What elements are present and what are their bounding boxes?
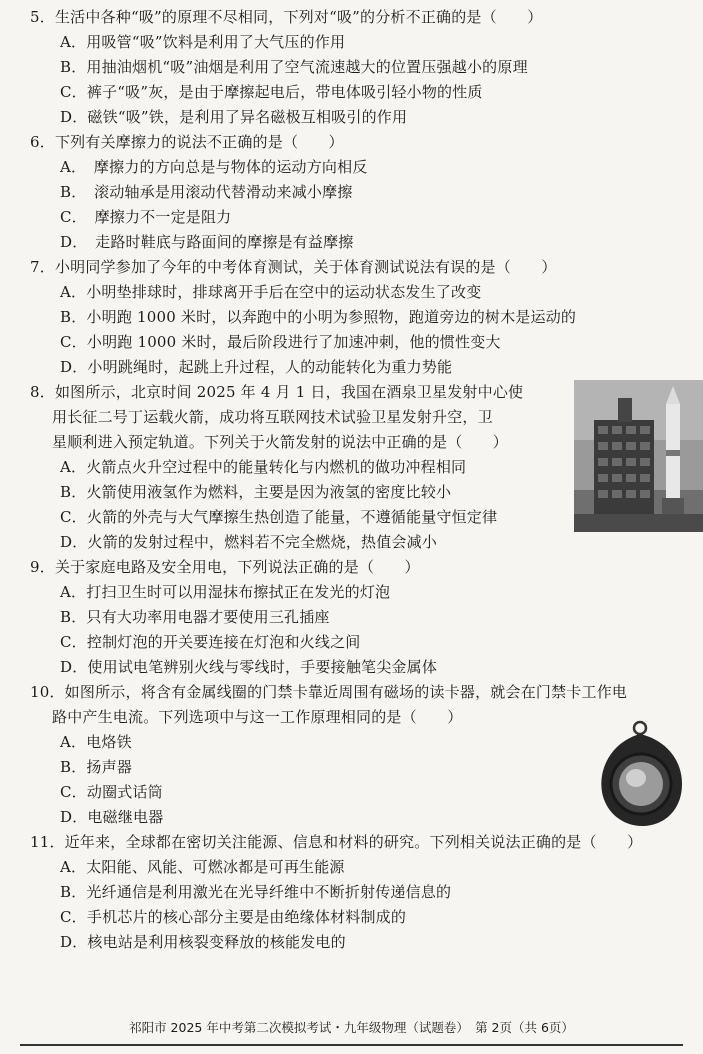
option-d: D．电磁继电器 <box>60 808 164 826</box>
question-stem: 星顺利进入预定轨道。下列关于火箭发射的说法中正确的是（ ） <box>52 433 509 451</box>
option-c: C．控制灯泡的开关要连接在灯泡和火线之间 <box>60 633 361 651</box>
option-c: C．动圈式话筒 <box>60 783 163 801</box>
option-a: A．小明垫排球时，排球离开手后在空中的运动状态发生了改变 <box>60 283 482 301</box>
option-d: D． 走路时鞋底与路面间的摩擦是有益摩擦 <box>60 233 354 251</box>
question-stem: 10．如图所示，将含有金属线圈的门禁卡靠近周围有磁场的读卡器，就会在门禁卡工作电 <box>30 683 628 701</box>
option-d: D．核电站是利用核裂变释放的核能发电的 <box>60 933 346 951</box>
option-a: A．太阳能、风能、可燃冰都是可再生能源 <box>60 858 345 876</box>
question-stem: 9．关于家庭电路及安全用电，下列说法正确的是（ ） <box>30 558 420 576</box>
option-a: A．火箭点火升空过程中的能量转化与内燃机的做功冲程相同 <box>60 458 467 476</box>
option-b: B． 滚动轴承是用滚动代替滑动来减小摩擦 <box>60 183 353 201</box>
option-a: A．电烙铁 <box>60 733 132 751</box>
option-b: B．只有大功率用电器才要使用三孔插座 <box>60 608 330 626</box>
question-stem: 6．下列有关摩擦力的说法不正确的是（ ） <box>30 133 344 151</box>
option-b: B．扬声器 <box>60 758 133 776</box>
rocket-launch-photo <box>574 380 703 532</box>
option-c: C．火箭的外壳与大气摩擦生热创造了能量，不遵循能量守恒定律 <box>60 508 498 526</box>
question-stem: 5．生活中各种“吸”的原理不尽相同，下列对“吸”的分析不正确的是（ ） <box>30 8 543 26</box>
option-b: B．火箭使用液氢作为燃料，主要是因为液氢的密度比较小 <box>60 483 452 501</box>
option-a: A． 摩擦力的方向总是与物体的运动方向相反 <box>60 158 368 176</box>
access-card-photo <box>592 718 688 828</box>
option-c: C． 摩擦力不一定是阻力 <box>60 208 232 226</box>
option-c: C．裤子“吸”灰，是由于摩擦起电后，带电体吸引轻小物的性质 <box>60 83 483 101</box>
question-stem: 路中产生电流。下列选项中与这一工作原理相同的是（ ） <box>52 708 463 726</box>
option-c: C．小明跑 1000 米时，最后阶段进行了加速冲刺，他的惯性变大 <box>60 333 501 351</box>
question-stem: 8．如图所示，北京时间 2025 年 4 月 1 日，我国在酒泉卫星发射中心使 <box>30 383 524 401</box>
question-stem: 11．近年来，全球都在密切关注能源、信息和材料的研究。下列相关说法正确的是（ ） <box>30 833 643 851</box>
option-b: B．小明跑 1000 米时，以奔跑中的小明为参照物，跑道旁边的树木是运动的 <box>60 308 577 326</box>
option-c: C．手机芯片的核心部分主要是由绝缘体材料制成的 <box>60 908 407 926</box>
bottom-divider <box>20 1044 683 1046</box>
option-d: D．磁铁“吸”铁，是利用了异名磁极互相吸引的作用 <box>60 108 408 126</box>
option-a: A．打扫卫生时可以用湿抹布擦拭正在发光的灯泡 <box>60 583 391 601</box>
page-footer: 祁阳市 2025 年中考第二次模拟考试・九年级物理（试题卷） 第 2页（共 6页） <box>129 1020 574 1035</box>
option-b: B．用抽油烟机“吸”油烟是利用了空气流速越大的位置压强越小的原理 <box>60 58 528 76</box>
question-stem: 7．小明同学参加了今年的中考体育测试，关于体育测试说法有误的是（ ） <box>30 258 557 276</box>
option-a: A．用吸管“吸”饮料是利用了大气压的作用 <box>60 33 346 51</box>
option-d: D．火箭的发射过程中，燃料若不完全燃烧，热值会减小 <box>60 533 438 551</box>
question-stem: 用长征二号丁运载火箭，成功将互联网技术试验卫星发射升空，卫 <box>52 408 493 426</box>
option-d: D．使用试电笔辨别火线与零线时，手要接触笔尖金属体 <box>60 658 438 676</box>
option-b: B．光纤通信是利用激光在光导纤维中不断折射传递信息的 <box>60 883 452 901</box>
option-d: D．小明跳绳时，起跳上升过程，人的动能转化为重力势能 <box>60 358 453 376</box>
